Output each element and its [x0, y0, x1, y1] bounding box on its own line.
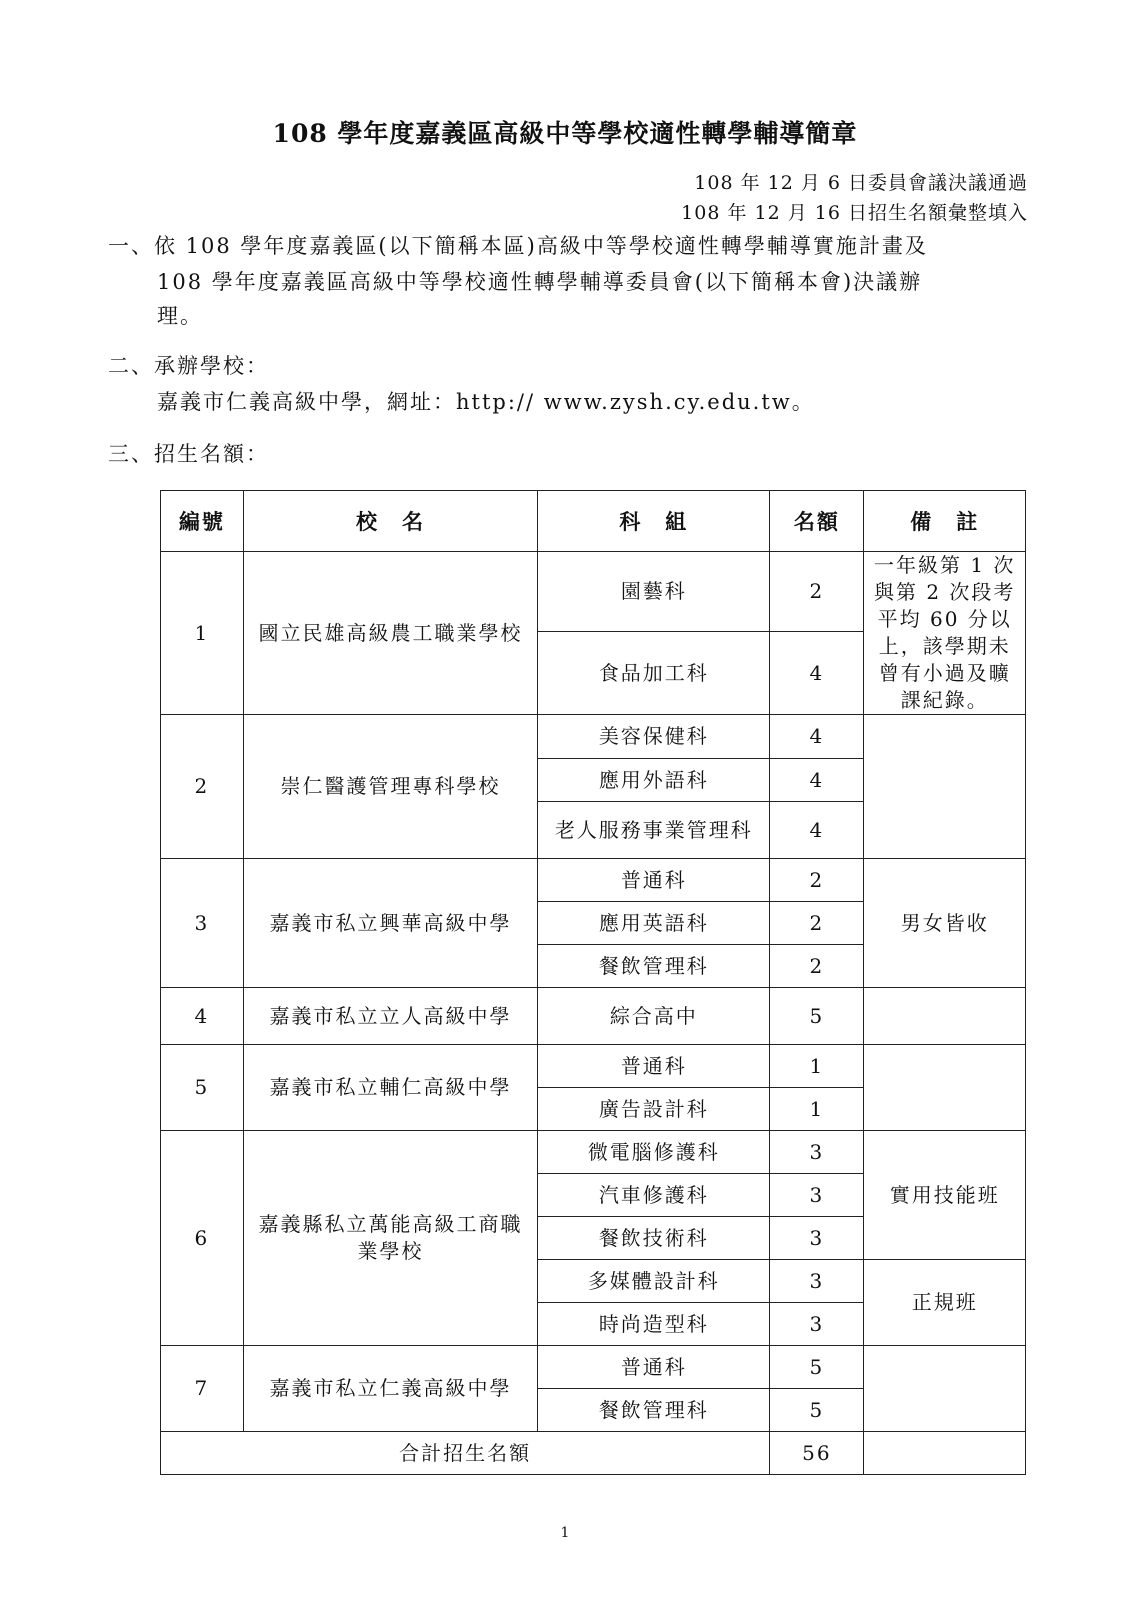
- row-dept: 微電腦修護科: [538, 1131, 770, 1174]
- row-quota: 4: [770, 802, 864, 859]
- row-quota: 4: [770, 759, 864, 802]
- row-dept: 廣告設計科: [538, 1088, 770, 1131]
- row-quota: 2: [770, 552, 864, 632]
- header-school: 校 名: [243, 491, 537, 552]
- quota-table: [160, 490, 1026, 1475]
- header-no: 編號: [161, 491, 244, 552]
- table-row: [161, 1131, 1026, 1174]
- table-row: [161, 1346, 1026, 1389]
- row-school: 崇仁醫護管理專科學校: [243, 715, 537, 859]
- row-school: 嘉義市私立立人高級中學: [243, 988, 537, 1045]
- row-school: 嘉義市私立仁義高級中學: [243, 1346, 537, 1432]
- row-quota: 1: [770, 1045, 864, 1088]
- row-dept: 普通科: [538, 1045, 770, 1088]
- row-quota: 4: [770, 715, 864, 759]
- row-school: 嘉義縣私立萬能高級工商職業學校: [243, 1131, 537, 1346]
- row-quota: 2: [770, 902, 864, 945]
- section-3-heading: 三、招生名額：: [108, 442, 269, 466]
- row-remark: 男女皆收: [864, 859, 1026, 988]
- table-row: [161, 859, 1026, 902]
- row-no: 4: [161, 988, 244, 1045]
- row-dept: 食品加工科: [538, 632, 770, 715]
- row-remark: [864, 1045, 1026, 1131]
- section-2-heading: 二、承辦學校：: [108, 354, 269, 378]
- page-number: 1: [560, 1525, 570, 1541]
- section-1-line-2: 108 學年度嘉義區高級中等學校適性轉學輔導委員會(以下簡稱本會)決議辦: [157, 270, 923, 294]
- row-no: 1: [161, 552, 244, 715]
- row-quota: 3: [770, 1217, 864, 1260]
- row-quota: 1: [770, 1088, 864, 1131]
- row-no: 7: [161, 1346, 244, 1432]
- row-dept: 老人服務事業管理科: [538, 802, 770, 859]
- row-dept: 時尚造型科: [538, 1303, 770, 1346]
- table-row: [161, 715, 1026, 759]
- row-dept: 園藝科: [538, 552, 770, 632]
- section-1-line-3: 理。: [157, 304, 203, 328]
- row-dept: 美容保健科: [538, 715, 770, 759]
- row-quota: 3: [770, 1260, 864, 1303]
- row-dept: 餐飲管理科: [538, 945, 770, 988]
- row-dept: 汽車修護科: [538, 1174, 770, 1217]
- row-quota: 3: [770, 1174, 864, 1217]
- row-dept: 餐飲管理科: [538, 1389, 770, 1432]
- row-quota: 4: [770, 632, 864, 715]
- table-row: [161, 1045, 1026, 1088]
- header-dept: 科 組: [538, 491, 770, 552]
- header-remark: 備 註: [864, 491, 1026, 552]
- row-remark: 一年級第 1 次與第 2 次段考平均 60 分以上，該學期未曾有小過及曠課紀錄。: [864, 552, 1026, 715]
- row-remark: 正規班: [864, 1260, 1026, 1346]
- total-row: [161, 1432, 1026, 1475]
- total-remark: [864, 1432, 1026, 1475]
- total-label: 合計招生名額: [161, 1432, 770, 1475]
- row-no: 5: [161, 1045, 244, 1131]
- page-title: 108 學年度嘉義區高級中等學校適性轉學輔導簡章: [272, 119, 858, 148]
- row-quota: 5: [770, 988, 864, 1045]
- table-row: [161, 988, 1026, 1045]
- row-dept: 普通科: [538, 1346, 770, 1389]
- row-quota: 2: [770, 859, 864, 902]
- row-dept: 綜合高中: [538, 988, 770, 1045]
- row-school: 嘉義市私立興華高級中學: [243, 859, 537, 988]
- row-remark: [864, 715, 1026, 859]
- row-dept: 應用外語科: [538, 759, 770, 802]
- row-remark: [864, 1346, 1026, 1432]
- row-dept: 應用英語科: [538, 902, 770, 945]
- section-2-body: 嘉義市仁義高級中學，網址：http:// www.zysh.cy.edu.tw。: [157, 390, 815, 414]
- row-quota: 2: [770, 945, 864, 988]
- total-quota: 56: [770, 1432, 864, 1475]
- row-school: 國立民雄高級農工職業學校: [243, 552, 537, 715]
- row-no: 6: [161, 1131, 244, 1346]
- row-dept: 普通科: [538, 859, 770, 902]
- row-quota: 5: [770, 1346, 864, 1389]
- row-no: 2: [161, 715, 244, 859]
- table-row: [161, 552, 1026, 632]
- row-dept: 多媒體設計科: [538, 1260, 770, 1303]
- row-school: 嘉義市私立輔仁高級中學: [243, 1045, 537, 1131]
- table-header-row: [161, 491, 1026, 552]
- row-quota: 3: [770, 1131, 864, 1174]
- row-dept: 餐飲技術科: [538, 1217, 770, 1260]
- note-fill-in: 108 年 12 月 16 日招生名額彙整填入: [681, 202, 1028, 224]
- row-remark: 實用技能班: [864, 1131, 1026, 1260]
- note-approval: 108 年 12 月 6 日委員會議決議通過: [694, 172, 1028, 194]
- row-quota: 3: [770, 1303, 864, 1346]
- row-no: 3: [161, 859, 244, 988]
- row-quota: 5: [770, 1389, 864, 1432]
- header-quota: 名額: [770, 491, 864, 552]
- section-1-line-1: 一、依 108 學年度嘉義區(以下簡稱本區)高級中等學校適性轉學輔導實施計畫及: [108, 234, 928, 258]
- row-remark: [864, 988, 1026, 1045]
